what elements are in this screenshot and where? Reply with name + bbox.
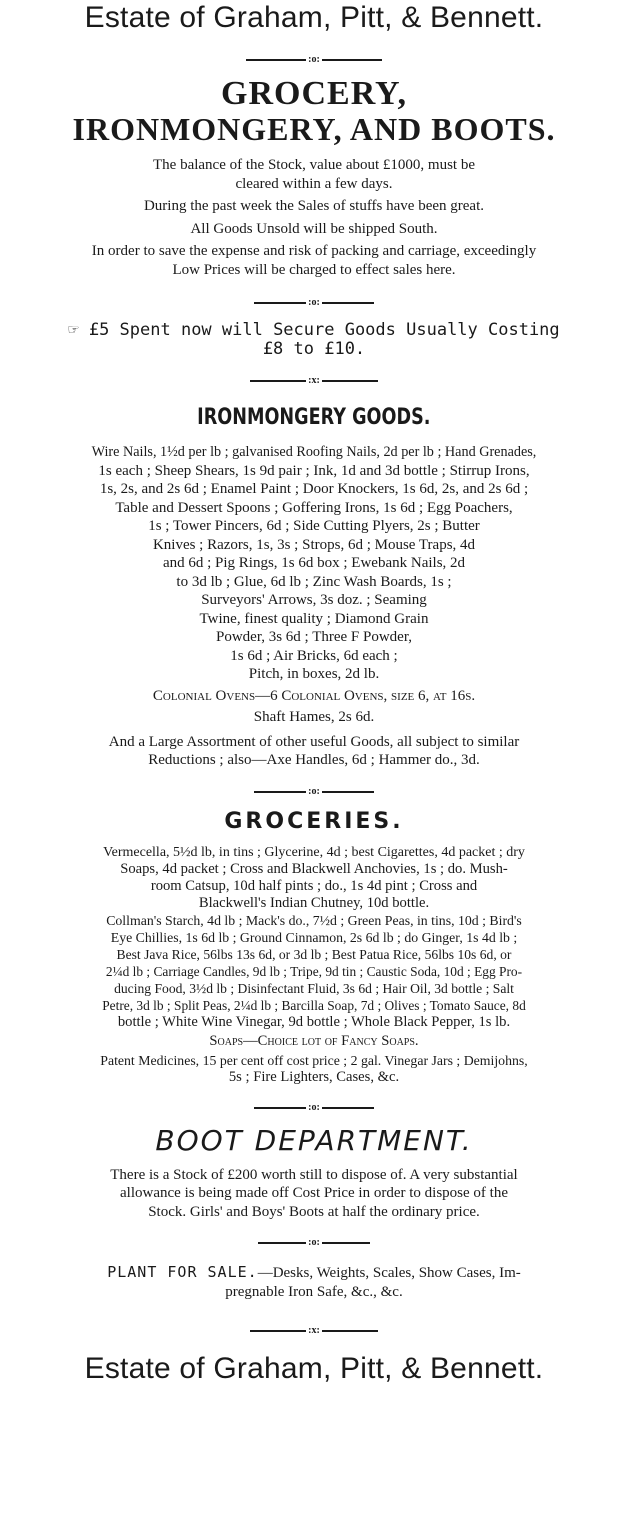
divider: :o: [0,784,628,800]
ironmongery-title: IRONMONGERY GOODS. [197,405,431,430]
divider: :o: [0,1235,628,1251]
boot-title: BOOT DEPARTMENT. [155,1123,473,1157]
footer-title: Estate of Graham, Pitt, & Bennett. [84,1352,544,1385]
offer-line1: £5 Spent now will Secure Goods Usually Costing [88,320,560,340]
boot-text: There is a Stock of £200 worth still to dispose of. A very substantial allowance is being made off Cost Price in order to dispose of the Stock. Girls' and Boys' Boots at half the ordinary price. [110,1166,518,1220]
colonial-ovens: Colonial Ovens—6 Colonial Ovens, size 6, at 16s. [152,687,476,704]
divider: :o: [0,52,628,68]
divider: :x: [0,373,628,389]
intro-text: The balance of the Stock, value about £1000, must be cleared within a few days. During the past week the Sales of stuffs have been great. All Goods Unsold will be shipped South. In order to save the expense and risk of packing and carriage, exceedingly Low Prices will be charged to effect sales here. [91,157,537,278]
plant-text: PLANT FOR SALE.—Desks, Weights, Scales, Show Cases, Im- pregnable Iron Safe, &c., &c. [107,1263,521,1300]
ironmongery-list: Wire Nails, 1½d per lb ; galvanised Roofing Nails, 2d per lb ; Hand Grenades, 1s each ; Sheep Shears, 1s 9d pair ; Ink, 1d and 3d bottle ; Stirrup Irons, 1s, 2s, and 2s 6d ; Enamel Paint ; Door Knockers, 1s 6d, 2s, and 2s 6d ; Table and Dessert Spoons ; Goffering Irons, 1s 6d ; Egg Poachers, 1s ; Tower Pincers, 6d ; Side Cutting Plyers, 2s ; Butter Knives ; Razors, 1s, 3s ; Strops, 6d ; Mouse Traps, 4d and 6d ; Pig Rings, 1s 6d box ; Ewebank Nails, 2d to 3d lb ; Glue, 6d lb ; Zinc Wash Boards, 1s ; Surveyors' Arrows, 3s doz. ; Seaming Twine, finest quality ; Diamond Grain Powder, 3s 6d ; Three F Powder, 1s 6d ; Air Bricks, 6d each ; Pitch, in boxes, 2d lb. Colonial Ovens—6 Colonial Ovens, size 6, at 16s. Shaft Hames, 2s 6d. And a Large Assortment of other useful Goods, all subject to similar Reductions ; also—Axe Handles, 6d ; Hammer do., 3d. [0,443,628,770]
soaps-line: Soaps—Choice lot of Fancy Soaps. [209,1032,419,1049]
shaft-hames: Shaft Hames, 2s 6d. [253,709,375,725]
groceries-list: Vermecella, 5½d lb, in tins ; Glycerine, 4d ; best Cigarettes, 4d packet ; dry Soaps, 4d packet ; Cross and Blackwell Anchovies, 1s ; do. Mush- room Catsup, 10d half pints ; do., 1s 4d pint ; Cross and Blackwell's Indian Chutney, 10d bottle. Collman's Starch, 4d lb ; Mack's do., 7½d ; Green Peas, in tins, 10d ; Bird's Eye Chillies, 1s 6d lb ; Ground Cinnamon, 2s 6d lb ; do Ginger, 1s 4d lb ; Best Java Rice, 56lbs 13s 6d, or 3d lb ; Best Patua Rice, 56lbs 10s 6d, or 2¼d lb ; Carriage Candles, 9d lb ; Tripe, 9d tin ; Caustic Soda, 10d ; Egg Pro- ducing Food, 3½d lb ; Disinfectant Fluid, 3s 6d ; Hair Oil, 3d bottle ; Salt Petre, 3d lb ; Split Peas, 2¼d lb ; Barcilla Soap, 7d ; Olives ; Tomato Sauce, 8d bottle ; White Wine Vinegar, 9d bottle ; Whole Black Pepper, 1s lb. Soaps—Choice lot of Fancy Soaps. Patent Medicines, 15 per cent off cost price ; 2 gal. Vinegar Jars ; Demijohns, 5s ; Fire Lighters, Cases, &c. [0,844,628,1086]
pointing-hand-icon: ☞ [68,320,79,340]
offer-block [0,321,628,359]
header-title: Estate of Graham, Pitt, & Bennett. [84,1,544,34]
divider: :x: [0,1323,628,1339]
offer-line2: £8 to £10. [262,339,366,359]
divider: :o: [0,1100,628,1116]
groceries-title: GROCERIES. [224,808,404,834]
divider: :o: [0,295,628,311]
headline-line2: IRONMONGERY, AND BOOTS. [72,111,556,147]
plant-heading: PLANT FOR SALE. [107,1263,258,1281]
headline-line1: GROCERY, [221,75,407,112]
